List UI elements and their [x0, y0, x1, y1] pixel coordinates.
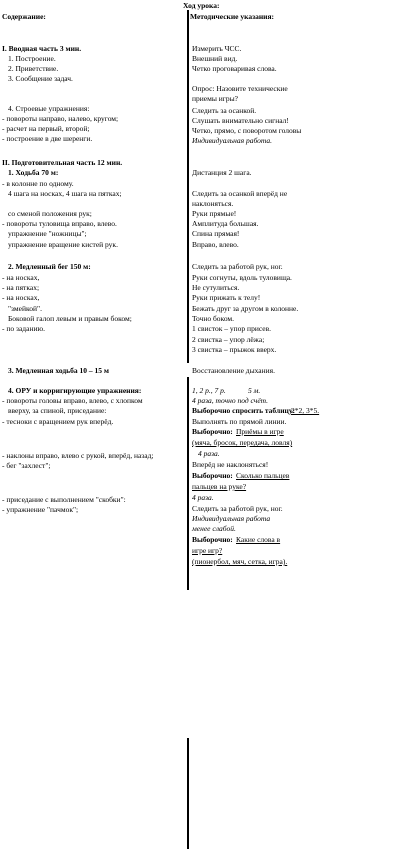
left-line: - приседание с выполнением "скобки": — [2, 495, 126, 504]
right-line: 1 свисток – упор присев. — [192, 324, 271, 333]
column-divider — [187, 10, 189, 363]
left-line: - расчет на первый, второй; — [2, 124, 90, 133]
right-line: Спина прямая! — [192, 229, 240, 238]
right-line: Слушать внимательно сигнал! — [192, 116, 289, 125]
right-line: 3 свистка – прыжок вверх. — [192, 345, 277, 354]
right-line: Точно боком. — [192, 314, 235, 323]
section-prep-heading: II. Подготовительная часть 12 мин. — [2, 158, 123, 167]
left-line: - тесноки с вращением рук вперёд. — [2, 417, 114, 426]
right-line: Не сутулиться. — [192, 283, 240, 292]
right-line: Опрос: Назовите технические — [192, 84, 288, 93]
right-line: Вперёд не наклоняться! — [192, 460, 269, 469]
right-line: Индивидуальная работа. — [192, 136, 273, 145]
right-line: Четко, прямо, с поворотом головы — [192, 126, 302, 135]
left-line: - на пятках; — [2, 283, 40, 292]
right-line: Бежать друг за другом в колонне. — [192, 304, 299, 313]
left-line: 4. Строевые упражнения: — [8, 104, 90, 113]
section-intro-heading: I. Вводная часть 3 мин. — [2, 44, 82, 53]
left-line: - бег "захлест"; — [2, 461, 51, 470]
left-line: 4. ОРУ и корригирующие упражнения: — [8, 386, 142, 395]
left-line: Боковой галоп левым и правым боком; — [8, 314, 132, 323]
right-line: Вправо, влево. — [192, 240, 239, 249]
left-line: вверху, за спиной, приседание: — [8, 406, 107, 415]
left-line: 3. Медленная ходьба 10 – 15 м — [8, 366, 109, 375]
right-line: Индивидуальная работа — [192, 514, 271, 523]
right-line: Амплитуда большая. — [192, 219, 259, 228]
right-line: Внешний вид. — [192, 54, 238, 63]
right-line: 1, 2 р., 7 р. — [192, 386, 226, 395]
right-line: пальцев на руке? — [192, 482, 247, 491]
right-line: Измерить ЧСС. — [192, 44, 242, 53]
left-line: - повороты направо, налево, кругом; — [2, 114, 119, 123]
column-heading-methodical: Методические указания: — [190, 12, 275, 21]
right-line: Выборочно: — [192, 471, 233, 480]
right-line: Выборочно: — [192, 535, 233, 544]
right-line: наклоняться. — [192, 199, 234, 208]
left-line: 1. Построение. — [8, 54, 56, 63]
column-divider — [187, 377, 189, 590]
left-line: 2. Медленный бег 150 м: — [8, 262, 91, 271]
right-line: Следить за осанкой. — [192, 106, 257, 115]
column-divider — [187, 738, 189, 849]
left-line: - на носках, — [2, 293, 40, 302]
left-line: - повороты туловища вправо, влево. — [2, 219, 117, 228]
right-line: игре игр? — [192, 546, 223, 555]
left-line: - повороты головы вправо, влево, с хлопком — [2, 396, 143, 405]
left-line: - наклоны вправо, влево с рукой, вперёд, назад; — [2, 451, 154, 460]
left-line: - по заданию. — [2, 324, 45, 333]
right-line: 4 раза, точно под счёт. — [192, 396, 269, 405]
right-line: 5 м. — [248, 386, 261, 395]
right-line: менее слабой. — [192, 524, 236, 533]
column-heading-content: Содержание: — [2, 12, 46, 21]
left-line: со сменой положения рук; — [8, 209, 92, 218]
lesson-title: Ход урока: — [183, 1, 220, 10]
right-line: 4 раза. — [198, 449, 220, 458]
right-line: Руки прямые! — [192, 209, 237, 218]
left-line: - на носках, — [2, 273, 40, 282]
right-line: Следить за работой рук, ног. — [192, 262, 283, 271]
right-line: Следить за осанкой вперёд не — [192, 189, 288, 198]
left-line: "змейкой". — [8, 304, 42, 313]
right-line: Выборочно: — [192, 427, 233, 436]
left-line: упражнение вращение кистей рук. — [8, 240, 118, 249]
left-line: - упражнение "пачмок"; — [2, 505, 79, 514]
left-line: 4 шага на носках, 4 шага на пятках; — [8, 189, 122, 198]
right-line: Выполнять по прямой линии. — [192, 417, 287, 426]
left-line: упражнение "ножницы"; — [8, 229, 87, 238]
right-line: Четко проговаривая слова. — [192, 64, 277, 73]
left-line: 1. Ходьба 70 м: — [8, 168, 59, 177]
right-line: Следить за работой рук, ног. — [192, 504, 283, 513]
right-line: 2*2, 3*5. — [291, 406, 320, 415]
right-line: 2 свистка – упор лёжа; — [192, 335, 265, 344]
right-line: Сколько пальцев — [236, 471, 290, 480]
right-line: (пионербол, мяч, сетка, игра). — [192, 557, 288, 566]
left-line: 2. Приветствие. — [8, 64, 59, 73]
left-line: - построение в две шеренги. — [2, 134, 93, 143]
right-line: Дистанция 2 шага. — [192, 168, 252, 177]
right-line: Руки согнуты, вдоль туловища. — [192, 273, 292, 282]
right-line: приемы игры? — [192, 94, 238, 103]
right-line: Руки прижать к телу! — [192, 293, 261, 302]
right-line: Выборочно спросить таблицу: — [192, 406, 295, 415]
right-line: (мяча, бросок, передача, ловля) — [192, 438, 293, 447]
right-line: Восстановление дыхания. — [192, 366, 275, 375]
right-line: Какие слова в — [236, 535, 281, 544]
right-line: 4 раза. — [192, 493, 214, 502]
left-line: 3. Сообщение задач. — [8, 74, 73, 83]
right-line: Приёмы в игре — [236, 427, 284, 436]
left-line: - в колонне по одному. — [2, 179, 74, 188]
